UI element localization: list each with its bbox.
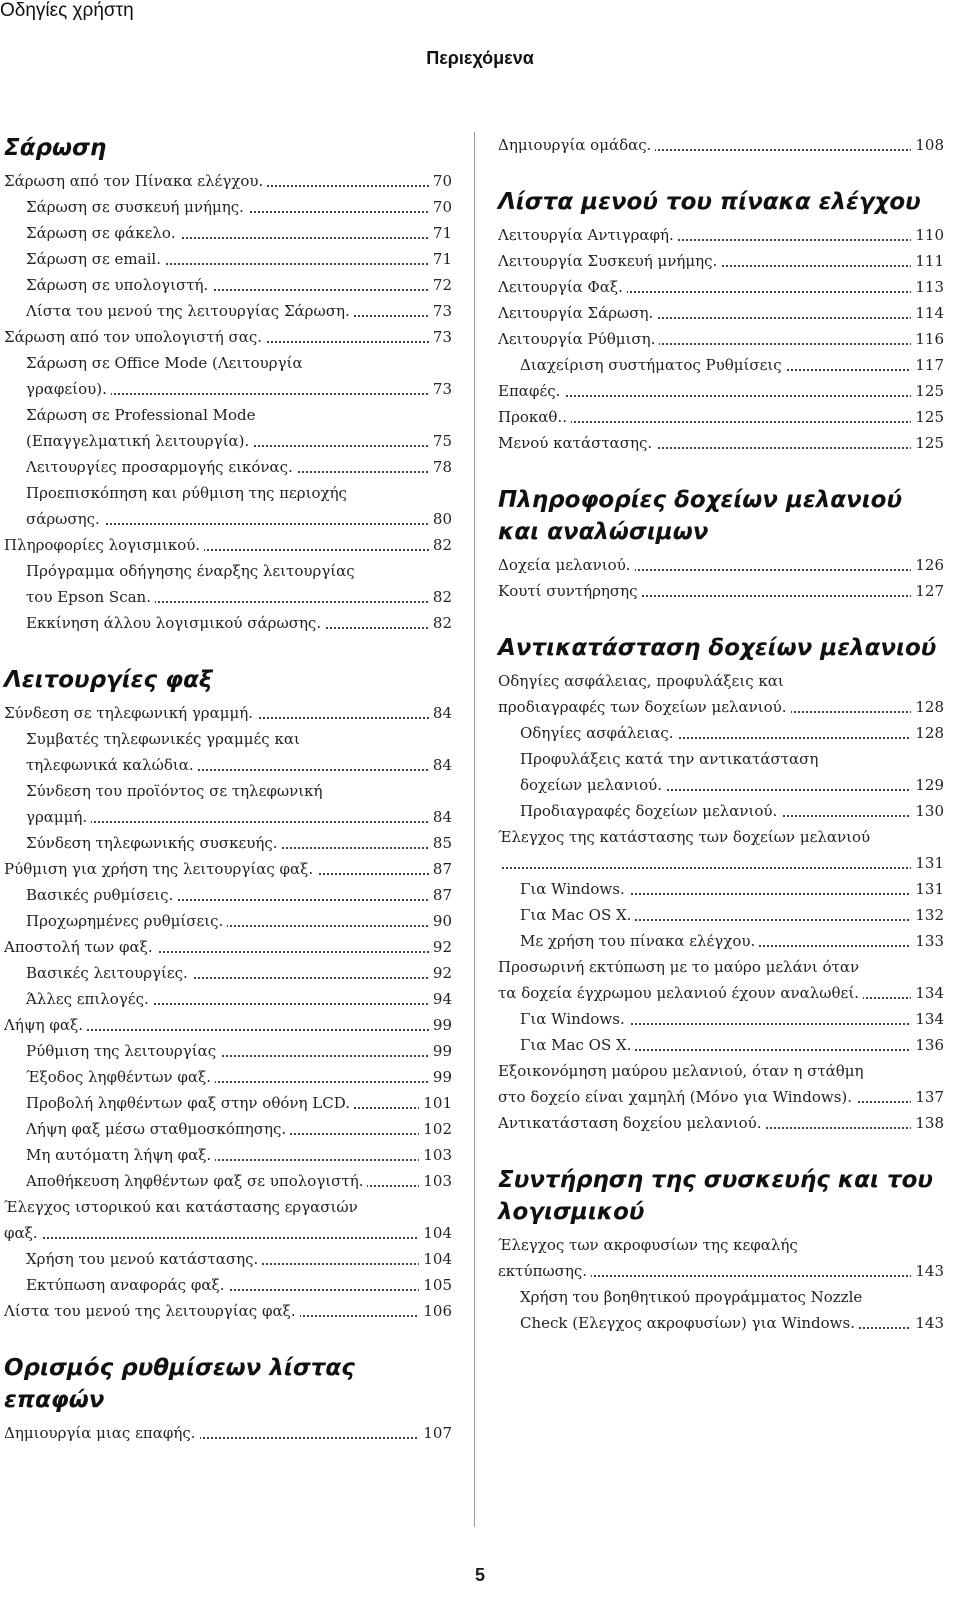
toc-entry-page: 134 <box>911 980 944 1006</box>
toc-entry[interactable] <box>4 986 452 1012</box>
toc-entry-first-line: Σάρωση σε Professional Mode <box>26 406 256 424</box>
toc-entry[interactable] <box>498 300 944 326</box>
toc-entry-page: 73 <box>429 324 452 350</box>
toc-entry[interactable] <box>498 668 944 720</box>
toc-entry-text: Σάρωση σε υπολογιστή. <box>26 272 212 298</box>
toc-entry-page: 82 <box>429 610 452 636</box>
toc-entry-text: Σάρωση από τον υπολογιστή σας. <box>4 324 266 350</box>
toc-entry[interactable] <box>4 558 452 610</box>
toc-entry[interactable] <box>4 830 452 856</box>
toc-entry-page: 92 <box>429 934 452 960</box>
toc-entry-page: 132 <box>911 902 944 928</box>
toc-entry-page: 73 <box>429 376 452 402</box>
toc-entry-text: Δημιουργία μιας επαφής. <box>4 1420 200 1446</box>
toc-entry-page: 131 <box>911 850 944 876</box>
toc-entry-page: 137 <box>911 1084 944 1110</box>
toc-entry[interactable] <box>498 378 944 404</box>
chapter-title: Περιεχόμενα <box>426 48 534 68</box>
toc-entry-text: Έξοδος ληφθέντων φαξ. <box>26 1064 215 1090</box>
toc-entry-first-line: Προεπισκόπηση και ρύθμιση της περιοχής <box>26 484 347 502</box>
toc-entry-first-line: Χρήση του βοηθητικού προγράμματος Nozzle <box>520 1288 863 1306</box>
toc-entry-first-line: Συμβατές τηλεφωνικές γραμμές και <box>26 730 300 748</box>
toc-entry-page: 104 <box>419 1220 452 1246</box>
toc-entry[interactable] <box>4 610 452 636</box>
toc-entry-text: Για Mac OS X. <box>520 902 635 928</box>
toc-entry-page: 103 <box>419 1142 452 1168</box>
toc-entry[interactable] <box>4 960 452 986</box>
toc-entry-page: 84 <box>429 700 452 726</box>
toc-entry-first-line: Σύνδεση του προϊόντος σε τηλεφωνική <box>26 782 323 800</box>
toc-entry-page: 84 <box>429 752 452 778</box>
toc-entry-first-line: Έλεγχος ιστορικού και κατάστασης εργασιών <box>4 1198 358 1216</box>
toc-entry-text: Χρήση του μενού κατάστασης. <box>26 1246 262 1272</box>
toc-entry-page: 71 <box>429 246 452 272</box>
toc-entry-text: Σάρωση σε συσκευή μνήμης. <box>26 194 248 220</box>
toc-entry[interactable] <box>498 876 944 902</box>
toc-section <box>498 484 944 604</box>
toc-entry-page: 106 <box>419 1298 452 1324</box>
toc-entry[interactable] <box>498 326 944 352</box>
toc-entry-text: Δημιουργία ομάδας. <box>498 132 655 158</box>
toc-entry-first-line: Σάρωση σε Office Mode (Λειτουργία <box>26 354 303 372</box>
toc-entry-page: 116 <box>911 326 944 352</box>
toc-entry[interactable] <box>4 1012 452 1038</box>
toc-entry-text: Αντικατάσταση δοχείου μελανιού. <box>498 1110 766 1136</box>
toc-entry-text: Με χρήση του πίνακα ελέγχου. <box>520 928 759 954</box>
toc-entry[interactable] <box>498 352 944 378</box>
toc-section <box>498 1164 944 1336</box>
toc-entry-page: 125 <box>911 430 944 456</box>
toc-entry-text: Οδηγίες ασφάλειας. <box>520 720 678 746</box>
toc-entry-page: 70 <box>429 194 452 220</box>
toc-entry-text: τα δοχεία έγχρωμου μελανιού έχουν αναλωθεί. <box>498 980 863 1006</box>
toc-entry[interactable] <box>4 1116 452 1142</box>
toc-entry[interactable] <box>4 908 452 934</box>
dot-leader <box>498 867 944 869</box>
toc-entry[interactable] <box>498 824 944 876</box>
toc-entry-text: Βασικές λειτουργίες. <box>26 960 192 986</box>
toc-entry-text: Βασικές ρυθμίσεις. <box>26 882 177 908</box>
toc-entry[interactable] <box>498 1006 944 1032</box>
toc-column-right <box>498 132 944 1364</box>
toc-entry[interactable] <box>4 1420 452 1446</box>
toc-entry-page: 70 <box>429 168 452 194</box>
toc-entry-text: γραφείου). <box>26 376 111 402</box>
toc-entry[interactable] <box>4 1298 452 1324</box>
toc-section <box>498 632 944 1136</box>
toc-entry-page: 99 <box>429 1012 452 1038</box>
toc-entry-page: 75 <box>429 428 452 454</box>
toc-entry-text: Αποστολή των φαξ. <box>4 934 157 960</box>
toc-entry-page: 125 <box>911 404 944 430</box>
toc-entry-page: 73 <box>429 298 452 324</box>
toc-entry-first-line: Οδηγίες ασφάλειας, προφυλάξεις και <box>498 672 784 690</box>
toc-entry[interactable] <box>498 746 944 798</box>
toc-entry-text: Λίστα του μενού της λειτουργίας Σάρωση. <box>26 298 354 324</box>
toc-entry-page: 129 <box>911 772 944 798</box>
toc-entry[interactable] <box>4 1168 452 1194</box>
toc-column-left <box>4 132 452 1474</box>
toc-entry-page: 128 <box>911 720 944 746</box>
toc-entry-text: Σύνδεση τηλεφωνικής συσκευής. <box>26 830 281 856</box>
running-head: Οδηγίες χρήστη <box>0 0 134 21</box>
toc-entry[interactable] <box>4 194 452 220</box>
toc-entry-text: Check (Ελεγχος ακροφυσίων) για Windows. <box>520 1310 859 1336</box>
toc-entry-text: Προδιαγραφές δοχείων μελανιού. <box>520 798 781 824</box>
toc-entry-text: Λήψη φαξ μέσω σταθμοσκόπησης. <box>26 1116 290 1142</box>
toc-entry-text: (Επαγγελματική λειτουργία). <box>26 428 253 454</box>
toc-entry-text: στο δοχείο είναι χαμηλή (Μόνο για Windows). <box>498 1084 856 1110</box>
toc-entry-text: Προχωρημένες ρυθμίσεις. <box>26 908 227 934</box>
toc-entry[interactable] <box>4 1142 452 1168</box>
toc-entry-text: Προκαθ.. <box>498 404 571 430</box>
toc-entry[interactable] <box>498 404 944 430</box>
section-title: Αντικατάσταση δοχείων μελανιού <box>498 635 937 661</box>
toc-entry-page: 111 <box>911 248 944 274</box>
toc-entry[interactable] <box>4 1194 452 1246</box>
section-title: Συντήρηση της συσκευής και του λογισμικού <box>498 1167 933 1225</box>
toc-entry-text: Ρύθμιση της λειτουργίας <box>26 1038 220 1064</box>
toc-entry-text: Σάρωση από τον Πίνακα ελέγχου. <box>4 168 267 194</box>
toc-entry-page: 80 <box>429 506 452 532</box>
toc-entry-text: Άλλες επιλογές. <box>26 986 153 1012</box>
toc-entry-page: 114 <box>911 300 944 326</box>
toc-entry-page: 125 <box>911 378 944 404</box>
toc-entry-first-line: Εξοικονόμηση μαύρου μελανιού, όταν η στάθμη <box>498 1062 864 1080</box>
toc-entry[interactable] <box>4 1272 452 1298</box>
toc-entry-page: 108 <box>911 132 944 158</box>
toc-entry-text: Λήψη φαξ. <box>4 1012 87 1038</box>
dot-leader <box>498 395 944 397</box>
toc-entry[interactable] <box>498 1032 944 1058</box>
toc-entry-page: 87 <box>429 882 452 908</box>
toc-entry-text: Λειτουργία Αντιγραφή. <box>498 222 678 248</box>
toc-entry-text: Λίστα του μενού της λειτουργίας φαξ. <box>4 1298 300 1324</box>
toc-entry[interactable] <box>4 480 452 532</box>
toc-entry[interactable] <box>498 1110 944 1136</box>
toc-entry[interactable] <box>498 954 944 1006</box>
toc-entry[interactable] <box>498 902 944 928</box>
toc-entry-first-line: Έλεγχος των ακροφυσίων της κεφαλής <box>498 1236 798 1254</box>
section-title: Πληροφορίες δοχείων μελανιού και αναλώσιμων <box>498 487 903 545</box>
toc-entry[interactable] <box>4 454 452 480</box>
toc-entry-page: 138 <box>911 1110 944 1136</box>
toc-entry-text <box>498 850 502 876</box>
toc-entry-text: Ρύθμιση για χρήση της λειτουργίας φαξ. <box>4 856 317 882</box>
toc-entry-page: 72 <box>429 272 452 298</box>
toc-entry[interactable] <box>4 1038 452 1064</box>
toc-entry[interactable] <box>4 1064 452 1090</box>
toc-entry-text: Αποθήκευση ληφθέντων φαξ σε υπολογιστή. <box>26 1168 367 1194</box>
toc-entry-page: 99 <box>429 1064 452 1090</box>
toc-entry-text: Σύνδεση σε τηλεφωνική γραμμή. <box>4 700 257 726</box>
toc-entry[interactable] <box>498 222 944 248</box>
toc-entry[interactable] <box>4 882 452 908</box>
toc-section <box>4 132 452 636</box>
toc-entry-page: 117 <box>911 352 944 378</box>
toc-entry-text: Για Windows. <box>520 876 629 902</box>
toc-entry[interactable] <box>4 324 452 350</box>
toc-entry[interactable] <box>4 220 452 246</box>
toc-entry-text: Σάρωση σε email. <box>26 246 165 272</box>
toc-entry-page: 143 <box>911 1258 944 1284</box>
toc-entry-page: 104 <box>419 1246 452 1272</box>
toc-entry-text: Πληροφορίες λογισμικού. <box>4 532 204 558</box>
toc-entry-page: 71 <box>429 220 452 246</box>
toc-entry[interactable] <box>4 350 452 402</box>
toc-entry-page: 113 <box>911 274 944 300</box>
toc-entry[interactable] <box>498 798 944 824</box>
toc-entry-text: Μενού κατάστασης. <box>498 430 656 456</box>
toc-entry-text: εκτύπωσης. <box>498 1258 591 1284</box>
toc-entry-page: 90 <box>429 908 452 934</box>
toc-entry-text: Λειτουργία Φαξ. <box>498 274 627 300</box>
toc-entry[interactable] <box>4 1246 452 1272</box>
toc-entry[interactable] <box>498 132 944 158</box>
toc-entry-page: 143 <box>911 1310 944 1336</box>
toc-entry-page: 84 <box>429 804 452 830</box>
toc-entry[interactable] <box>498 248 944 274</box>
toc-section <box>498 186 944 456</box>
toc-entry-text: φαξ. <box>4 1220 42 1246</box>
toc-section <box>4 1352 452 1446</box>
toc-entry[interactable] <box>4 700 452 726</box>
section-title: Σάρωση <box>4 135 107 161</box>
toc-entry-page: 107 <box>419 1420 452 1446</box>
toc-entry-text: Προβολή ληφθέντων φαξ στην οθόνη LCD. <box>26 1090 354 1116</box>
toc-entry[interactable] <box>4 856 452 882</box>
toc-entry-text: Διαχείριση συστήματος Ρυθμίσεις <box>520 352 786 378</box>
column-divider <box>474 132 475 1527</box>
toc-entry-text: Σάρωση σε φάκελο. <box>26 220 180 246</box>
toc-entry-page: 87 <box>429 856 452 882</box>
toc-entry-first-line: Έλεγχος της κατάστασης των δοχείων μελανιού <box>498 828 871 846</box>
toc-entry-page: 101 <box>419 1090 452 1116</box>
toc-entry[interactable] <box>4 272 452 298</box>
toc-entry-text: Λειτουργία Συσκευή μνήμης. <box>498 248 721 274</box>
toc-entry[interactable] <box>498 1232 944 1284</box>
toc-entry[interactable] <box>498 1058 944 1110</box>
toc-entry[interactable] <box>498 552 944 578</box>
toc-entry-text: Λειτουργίες προσαρμογής εικόνας. <box>26 454 297 480</box>
toc-entry-page: 82 <box>429 532 452 558</box>
toc-entry-text: Για Windows. <box>520 1006 629 1032</box>
toc-entry-page: 94 <box>429 986 452 1012</box>
section-title: Λειτουργίες φαξ <box>4 667 213 693</box>
toc-entry-first-line: Προφυλάξεις κατά την αντικατάσταση <box>520 750 819 768</box>
toc-entry-text: Για Mac OS X. <box>520 1032 635 1058</box>
toc-entry-page: 99 <box>429 1038 452 1064</box>
toc-entry-page: 130 <box>911 798 944 824</box>
toc-entry[interactable] <box>4 246 452 272</box>
toc-entry-text: τηλεφωνικά καλώδια. <box>26 752 198 778</box>
toc-entry-text: Μη αυτόματη λήψη φαξ. <box>26 1142 215 1168</box>
toc-section <box>498 132 944 158</box>
toc-entry[interactable] <box>4 168 452 194</box>
toc-entry-text: Εκκίνηση άλλου λογισμικού σάρωσης. <box>26 610 325 636</box>
toc-entry[interactable] <box>498 928 944 954</box>
toc-entry-text: του Epson Scan. <box>26 584 155 610</box>
toc-entry-page: 131 <box>911 876 944 902</box>
toc-entry-page: 103 <box>419 1168 452 1194</box>
dot-leader <box>4 1237 452 1239</box>
toc-entry[interactable] <box>4 934 452 960</box>
toc-entry-text: Λειτουργία Ρύθμιση. <box>498 326 659 352</box>
section-title: Ορισμός ρυθμίσεων λίστας επαφών <box>4 1355 355 1413</box>
toc-entry[interactable] <box>498 578 944 604</box>
toc-entry[interactable] <box>4 1090 452 1116</box>
toc-entry-text: Κουτί συντήρησης <box>498 578 642 604</box>
toc-entry-text: σάρωσης. <box>26 506 104 532</box>
toc-entry[interactable] <box>4 402 452 454</box>
toc-entry[interactable] <box>4 298 452 324</box>
toc-entry-first-line: Πρόγραμμα οδήγησης έναρξης λειτουργίας <box>26 562 355 580</box>
toc-entry-text: Επαφές. <box>498 378 564 404</box>
toc-entry[interactable] <box>498 1284 944 1336</box>
toc-entry-page: 92 <box>429 960 452 986</box>
page-number: 5 <box>474 1565 485 1585</box>
toc-entry-page: 127 <box>911 578 944 604</box>
toc-entry-page: 136 <box>911 1032 944 1058</box>
toc-entry[interactable] <box>4 726 452 778</box>
toc-entry-page: 82 <box>429 584 452 610</box>
toc-section <box>4 664 452 1324</box>
toc-entry-page: 110 <box>911 222 944 248</box>
toc-entry-text: Λειτουργία Σάρωση. <box>498 300 657 326</box>
toc-entry-first-line: Προσωρινή εκτύπωση με το μαύρο μελάνι όταν <box>498 958 860 976</box>
toc-entry-page: 133 <box>911 928 944 954</box>
toc-entry-text: δοχείων μελανιού. <box>520 772 666 798</box>
toc-entry-page: 126 <box>911 552 944 578</box>
toc-entry-text: προδιαγραφές των δοχείων μελανιού. <box>498 694 791 720</box>
toc-entry[interactable] <box>498 720 944 746</box>
toc-entry-page: 78 <box>429 454 452 480</box>
toc-entry[interactable] <box>4 778 452 830</box>
toc-entry-page: 102 <box>419 1116 452 1142</box>
toc-entry-page: 128 <box>911 694 944 720</box>
toc-entry-text: γραμμή. <box>26 804 91 830</box>
toc-entry-page: 134 <box>911 1006 944 1032</box>
toc-entry-page: 105 <box>419 1272 452 1298</box>
toc-entry[interactable] <box>498 274 944 300</box>
toc-entry-page: 85 <box>429 830 452 856</box>
section-title: Λίστα μενού του πίνακα ελέγχου <box>498 189 921 215</box>
toc-entry-text: Δοχεία μελανιού. <box>498 552 635 578</box>
toc-entry[interactable] <box>498 430 944 456</box>
toc-entry[interactable] <box>4 532 452 558</box>
toc-entry-text: Εκτύπωση αναφοράς φαξ. <box>26 1272 229 1298</box>
